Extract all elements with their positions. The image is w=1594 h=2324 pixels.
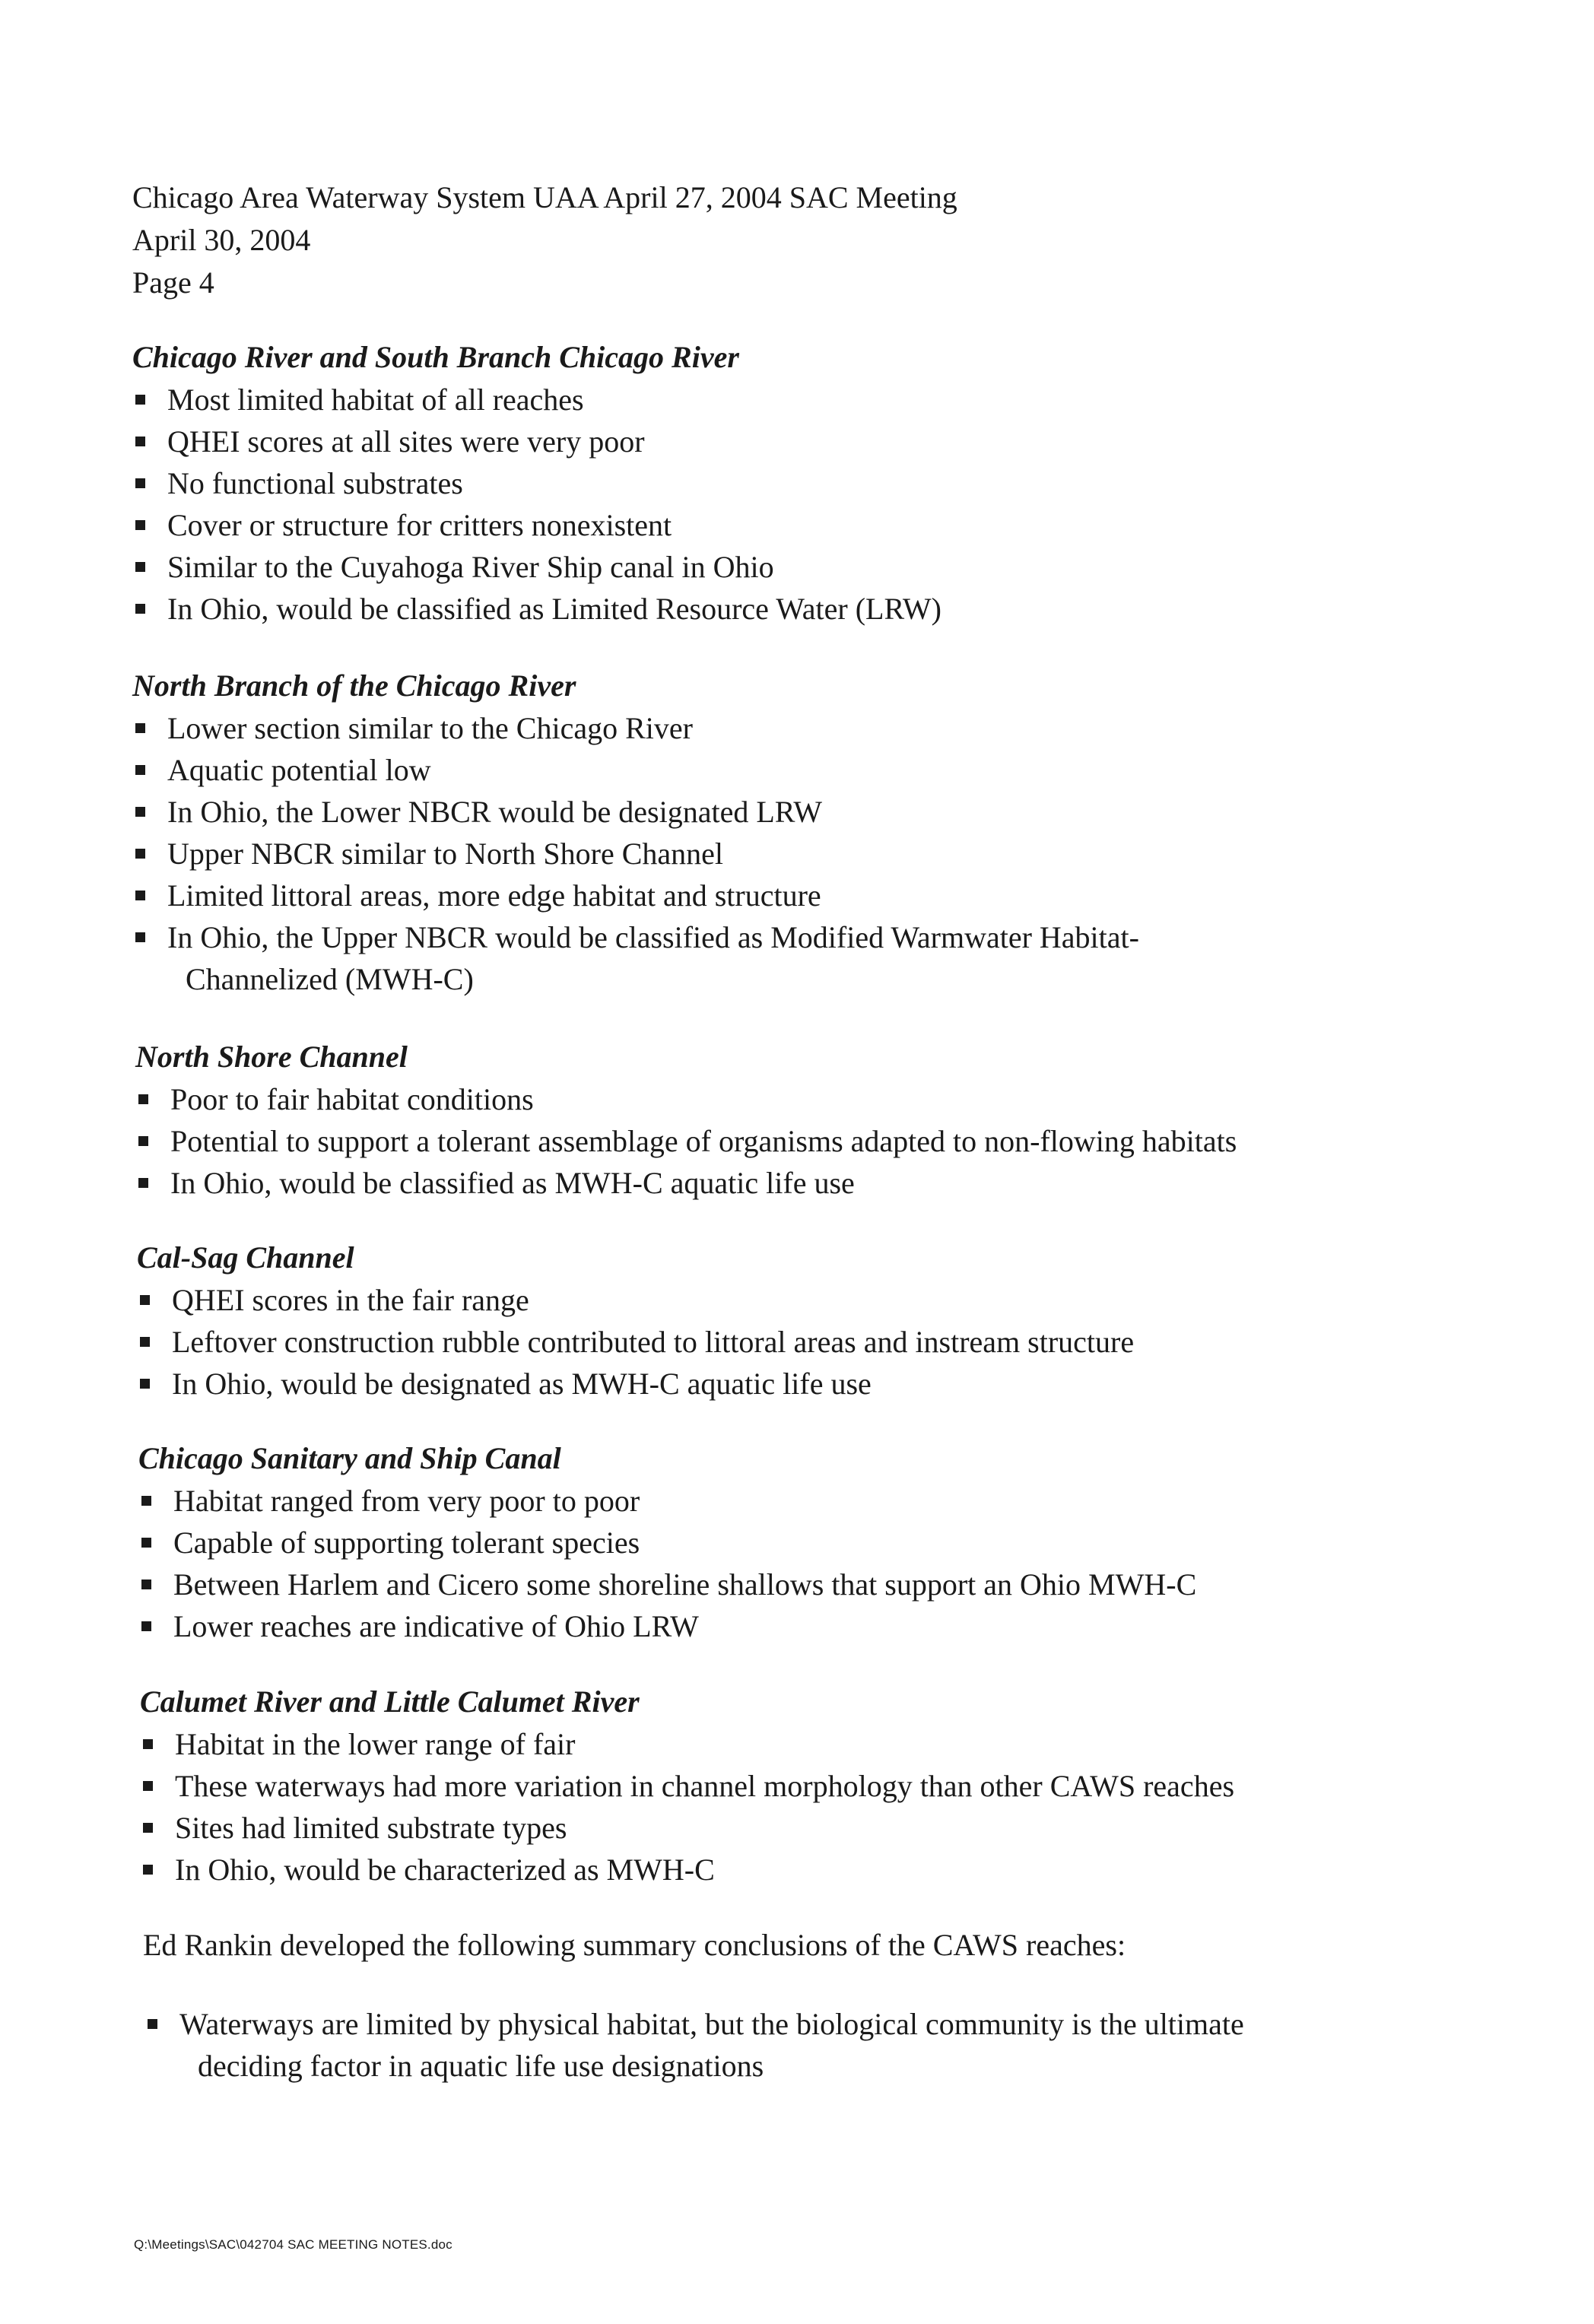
bullet-list	[132, 379, 941, 630]
header-date: April 30, 2004	[132, 223, 311, 257]
bullet-marker	[143, 1739, 153, 1749]
footer-file-path: Q:\Meetings\SAC\042704 SAC MEETING NOTES.doc	[134, 2237, 452, 2252]
bullet-marker	[143, 1823, 153, 1833]
header-title: Chicago Area Waterway System UAA April 27, 2004 SAC Meeting	[132, 180, 957, 214]
list-item: These waterways had more variation in channel morphology than other CAWS reaches	[140, 1765, 1234, 1807]
list-item: Limited littoral areas, more edge habitat and structure	[132, 875, 1139, 916]
list-item: Lower reaches are indicative of Ohio LRW	[138, 1605, 1196, 1647]
list-item: In Ohio, would be designated as MWH-C aquatic life use	[137, 1363, 1134, 1405]
section-title: Calumet River and Little Calumet River	[140, 1684, 640, 1719]
section-chicago-river-south-branch	[132, 336, 941, 630]
list-item: Leftover construction rubble contributed to littoral areas and instream structure	[137, 1321, 1134, 1363]
list-item: Upper NBCR similar to North Shore Channel	[132, 833, 1139, 875]
list-item: QHEI scores in the fair range	[137, 1279, 1134, 1321]
list-item: Most limited habitat of all reaches	[132, 379, 941, 421]
list-item: In Ohio, the Lower NBCR would be designated LRW	[132, 791, 1139, 833]
bullet-marker	[135, 604, 145, 614]
section-chicago-sanitary-ship-canal	[138, 1437, 1196, 1647]
section-north-shore-channel	[135, 1036, 1237, 1204]
list-item: Between Harlem and Cicero some shoreline shallows that support an Ohio MWH-C	[138, 1564, 1196, 1605]
bullet-marker	[148, 2019, 157, 2029]
bullet-list	[132, 707, 1139, 1000]
bullet-marker	[135, 807, 145, 817]
bullet-marker	[135, 562, 145, 572]
list-item: Habitat in the lower range of fair	[140, 1723, 1234, 1765]
list-item: Sites had limited substrate types	[140, 1807, 1234, 1849]
bullet-marker	[135, 478, 145, 488]
bullet-marker	[135, 849, 145, 859]
bullet-marker	[140, 1295, 150, 1305]
bullet-marker	[141, 1538, 151, 1548]
summary-list	[144, 2003, 1244, 2087]
bullet-list	[135, 1078, 1237, 1204]
bullet-marker	[135, 395, 145, 405]
bullet-marker	[143, 1865, 153, 1875]
bullet-list	[137, 1279, 1134, 1405]
bullet-marker	[141, 1496, 151, 1506]
section-calumet-little-calumet	[140, 1681, 1234, 1891]
summary-intro: Ed Rankin developed the following summary conclusions of the CAWS reaches:	[143, 1928, 1126, 1962]
section-cal-sag-channel	[137, 1237, 1134, 1405]
bullet-marker	[140, 1337, 150, 1347]
list-item: In Ohio, the Upper NBCR would be classified as Modified Warmwater Habitat- Channelized (MWH-C)	[132, 916, 1139, 1000]
list-item: Waterways are limited by physical habitat, but the biological community is the ultimate deciding factor in aquatic life use designations	[144, 2003, 1244, 2087]
bullet-marker	[141, 1621, 151, 1631]
list-item: In Ohio, would be characterized as MWH-C	[140, 1849, 1234, 1891]
bullet-marker	[138, 1178, 148, 1188]
list-item: In Ohio, would be classified as MWH-C aquatic life use	[135, 1162, 1237, 1204]
bullet-marker	[138, 1136, 148, 1146]
list-item: Poor to fair habitat conditions	[135, 1078, 1237, 1120]
document-header	[132, 176, 957, 304]
list-item: Aquatic potential low	[132, 749, 1139, 791]
bullet-marker	[135, 932, 145, 942]
header-page-number: Page 4	[132, 265, 214, 300]
section-title: Chicago Sanitary and Ship Canal	[138, 1441, 561, 1475]
bullet-marker	[141, 1579, 151, 1589]
section-title: North Shore Channel	[135, 1040, 408, 1074]
list-item: Habitat ranged from very poor to poor	[138, 1480, 1196, 1522]
bullet-marker	[143, 1781, 153, 1791]
list-item: Potential to support a tolerant assemblage of organisms adapted to non-flowing habitats	[135, 1120, 1237, 1162]
list-item: Similar to the Cuyahoga River Ship canal in Ohio	[132, 546, 941, 588]
bullet-marker	[135, 437, 145, 446]
bullet-marker	[135, 723, 145, 733]
section-north-branch	[132, 665, 1139, 1000]
bullet-marker	[140, 1379, 150, 1389]
section-title: Cal-Sag Channel	[137, 1240, 354, 1275]
bullet-list	[138, 1480, 1196, 1647]
bullet-marker	[138, 1094, 148, 1104]
list-item: Capable of supporting tolerant species	[138, 1522, 1196, 1564]
list-item: QHEI scores at all sites were very poor	[132, 421, 941, 462]
bullet-marker	[135, 765, 145, 775]
section-title: North Branch of the Chicago River	[132, 668, 576, 703]
list-item: Cover or structure for critters nonexistent	[132, 504, 941, 546]
bullet-list	[140, 1723, 1234, 1891]
list-item: No functional substrates	[132, 462, 941, 504]
list-item: Lower section similar to the Chicago River	[132, 707, 1139, 749]
bullet-marker	[135, 891, 145, 900]
bullet-marker	[135, 520, 145, 530]
list-item: In Ohio, would be classified as Limited Resource Water (LRW)	[132, 588, 941, 630]
section-title: Chicago River and South Branch Chicago River	[132, 340, 739, 374]
